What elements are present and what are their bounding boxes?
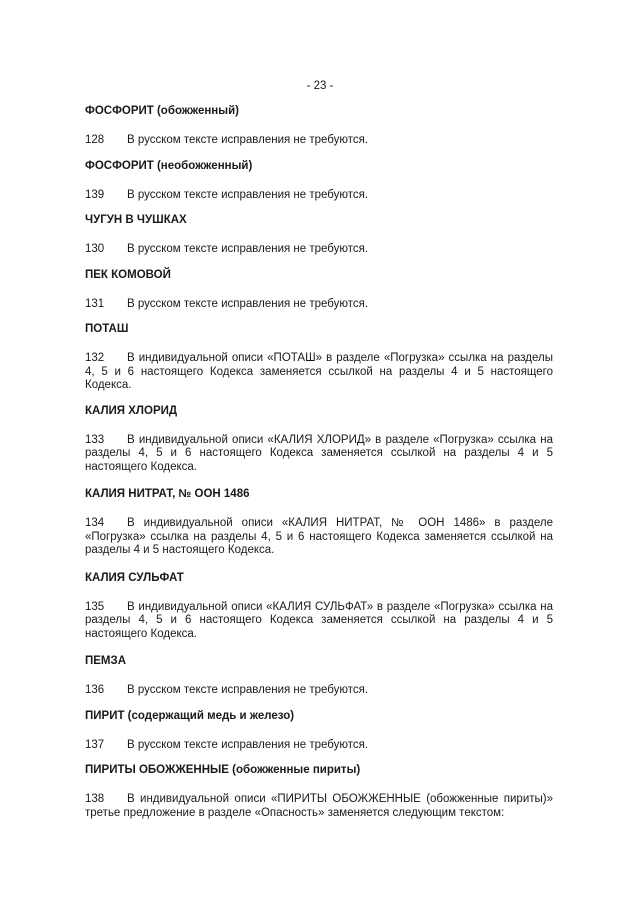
section-paragraph xyxy=(85,434,553,475)
section-heading: КАЛИЯ НИТРАТ, № ООН 1486 xyxy=(85,488,250,500)
section-heading: ПЕК КОМОВОЙ xyxy=(85,268,171,281)
paragraph-number: 134 xyxy=(85,517,105,529)
paragraph-text: В русском тексте исправления не требуются. xyxy=(127,684,369,696)
section-paragraph xyxy=(85,601,553,642)
paragraph-number: 137 xyxy=(85,738,105,751)
section-paragraph xyxy=(85,298,553,312)
paragraph-number: 132 xyxy=(85,352,105,364)
section-paragraph xyxy=(85,352,553,393)
paragraph-text: В русском тексте исправления не требуются. xyxy=(127,297,369,310)
paragraph-number: 130 xyxy=(85,243,105,255)
paragraph-text: В русском тексте исправления не требуются. xyxy=(127,188,369,201)
section-paragraph xyxy=(85,517,553,558)
document-body xyxy=(85,104,553,820)
page-number: - 23 - xyxy=(306,80,334,92)
section-heading: ФОСФОРИТ (необожженный) xyxy=(85,159,253,172)
paragraph-text: В индивидуальной описи «КАЛИЯ ХЛОРИД» в разделе «Погрузка» ссылка на разделы 4, 5 и 6 настоящего Кодекса заменяется ссылкой на разделы 4 и 5 настоящего Кодекса. xyxy=(85,433,553,473)
section-paragraph xyxy=(85,739,553,753)
section-heading: КАЛИЯ ХЛОРИД xyxy=(85,404,178,417)
section-heading: ПОТАШ xyxy=(85,323,129,335)
paragraph-number: 135 xyxy=(85,600,105,613)
paragraph-text: В индивидуальной описи «ПИРИТЫ ОБОЖЖЕННЫЕ (обожженные пириты)» третье предложение в разделе «Опасность» заменяется следующим текстом: xyxy=(85,793,553,819)
section-paragraph xyxy=(85,134,553,148)
paragraph-text: В русском тексте исправления не требуются. xyxy=(127,738,369,751)
section-heading: ПИРИТЫ ОБОЖЖЕННЫЕ (обожженные пириты) xyxy=(85,764,361,776)
paragraph-number: 133 xyxy=(85,433,105,446)
section-paragraph xyxy=(85,684,553,698)
paragraph-text: В русском тексте исправления не требуются. xyxy=(127,243,369,255)
section-heading: ПЕМЗА xyxy=(85,655,127,667)
paragraph-number: 139 xyxy=(85,188,105,201)
paragraph-number: 136 xyxy=(85,684,105,696)
paragraph-number: 128 xyxy=(85,134,105,146)
section-heading: ФОСФОРИТ (обожженный) xyxy=(85,105,239,117)
section-paragraph xyxy=(85,793,553,820)
paragraph-text: В русском тексте исправления не требуются. xyxy=(127,134,369,146)
section-heading: ПИРИТ (содержащий медь и железо) xyxy=(85,709,295,722)
section-paragraph xyxy=(85,189,553,203)
paragraph-text: В индивидуальной описи «КАЛИЯ НИТРАТ, № ООН 1486» в разделе «Погрузка» ссылка на разделы 4, 5 и 6 настоящего Кодекса заменяется ссылкой на разделы 4 и 5 настоящего Кодекса. xyxy=(85,517,553,556)
paragraph-text: В индивидуальной описи «КАЛИЯ СУЛЬФАТ» в разделе «Погрузка» ссылка на разделы 4, 5 и 6 настоящего Кодекса заменяется ссылкой на разделы 4 и 5 настоящего Кодекса. xyxy=(85,600,553,640)
paragraph-number: 138 xyxy=(85,793,105,805)
section-heading: КАЛИЯ СУЛЬФАТ xyxy=(85,571,184,584)
paragraph-text: В индивидуальной описи «ПОТАШ» в разделе «Погрузка» ссылка на разделы 4, 5 и 6 настоящего Кодекса заменяется ссылкой на разделы 4 и 5 настоящего Кодекса. xyxy=(85,352,553,391)
section-heading: ЧУГУН В ЧУШКАХ xyxy=(85,214,187,226)
paragraph-number: 131 xyxy=(85,297,105,310)
section-paragraph xyxy=(85,243,553,257)
